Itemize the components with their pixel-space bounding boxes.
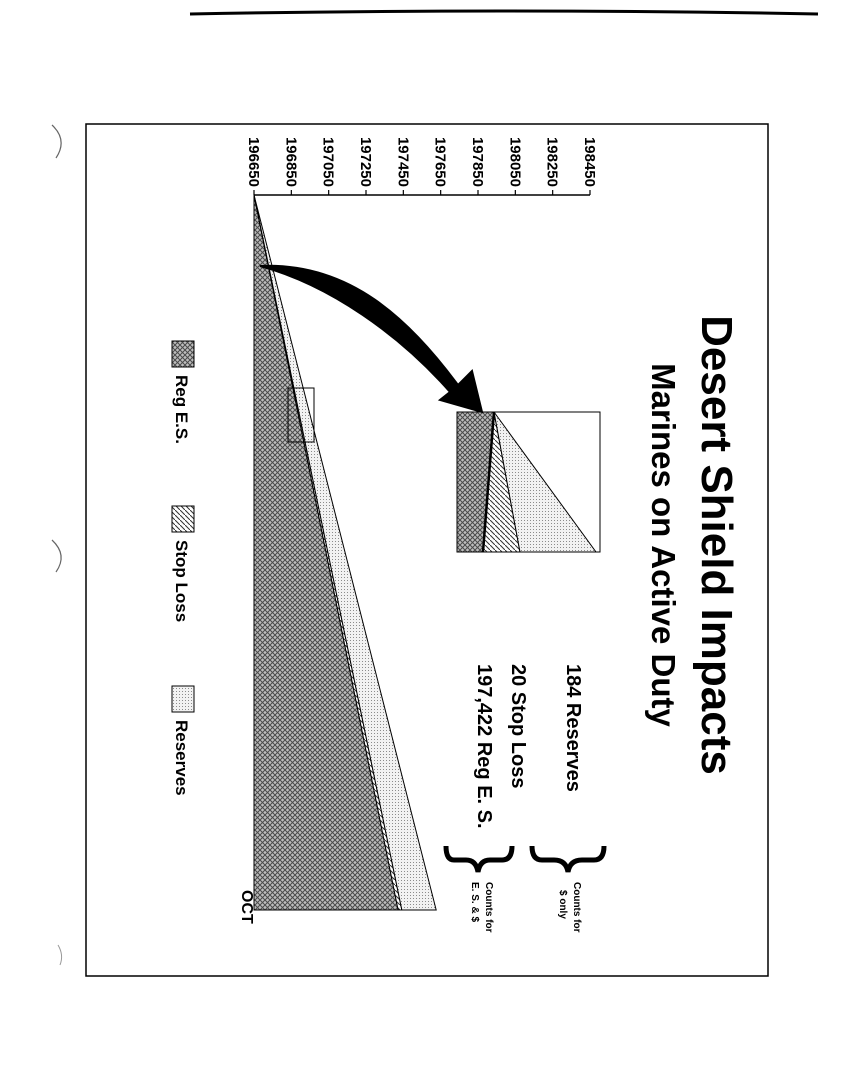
brace-label-line: Counts for (571, 882, 582, 933)
top-scan-line (190, 11, 818, 14)
chart-title: Desert Shield Impacts (692, 315, 741, 775)
legend-label: Reg E.S. (172, 375, 191, 444)
y-tick-label: 196650 (245, 136, 262, 187)
y-tick-group (245, 137, 598, 195)
brace-icon (532, 846, 604, 872)
hole-punch-mark (58, 945, 62, 965)
y-tick-label: 197650 (431, 136, 449, 187)
y-tick-label: 197450 (394, 136, 412, 187)
brace-label-line: $ only (557, 890, 568, 919)
legend-label: Reserves (172, 720, 191, 796)
hole-punch-mark (52, 540, 61, 572)
y-tick-label: 197250 (357, 136, 374, 187)
brace-icon (446, 846, 512, 872)
y-tick-label: 198250 (543, 136, 561, 187)
chart-subtitle: Marines on Active Duty (645, 363, 682, 727)
y-tick-label: 198450 (581, 136, 598, 187)
brace-label-line: E. S. & $ (469, 882, 480, 923)
annotation-stop-loss: 20 Stop Loss (507, 664, 529, 789)
y-tick-label: 197850 (469, 136, 486, 187)
y-tick-label: 197050 (319, 136, 337, 187)
brace-label-line: Counts for (483, 882, 494, 933)
legend (172, 341, 194, 796)
y-tick-label: 198050 (506, 136, 524, 187)
legend-swatch (172, 341, 194, 367)
x-tick-label: OCT (238, 890, 255, 924)
legend-label: Stop Loss (172, 540, 191, 623)
hole-punch-mark (52, 125, 61, 158)
y-tick-label: 196850 (282, 136, 300, 187)
legend-swatch (172, 506, 194, 532)
annotation-reserves: 184 Reserves (562, 664, 584, 792)
legend-swatch (172, 686, 194, 712)
annotation-reg-es: 197,422 Reg E. S. (473, 664, 495, 829)
